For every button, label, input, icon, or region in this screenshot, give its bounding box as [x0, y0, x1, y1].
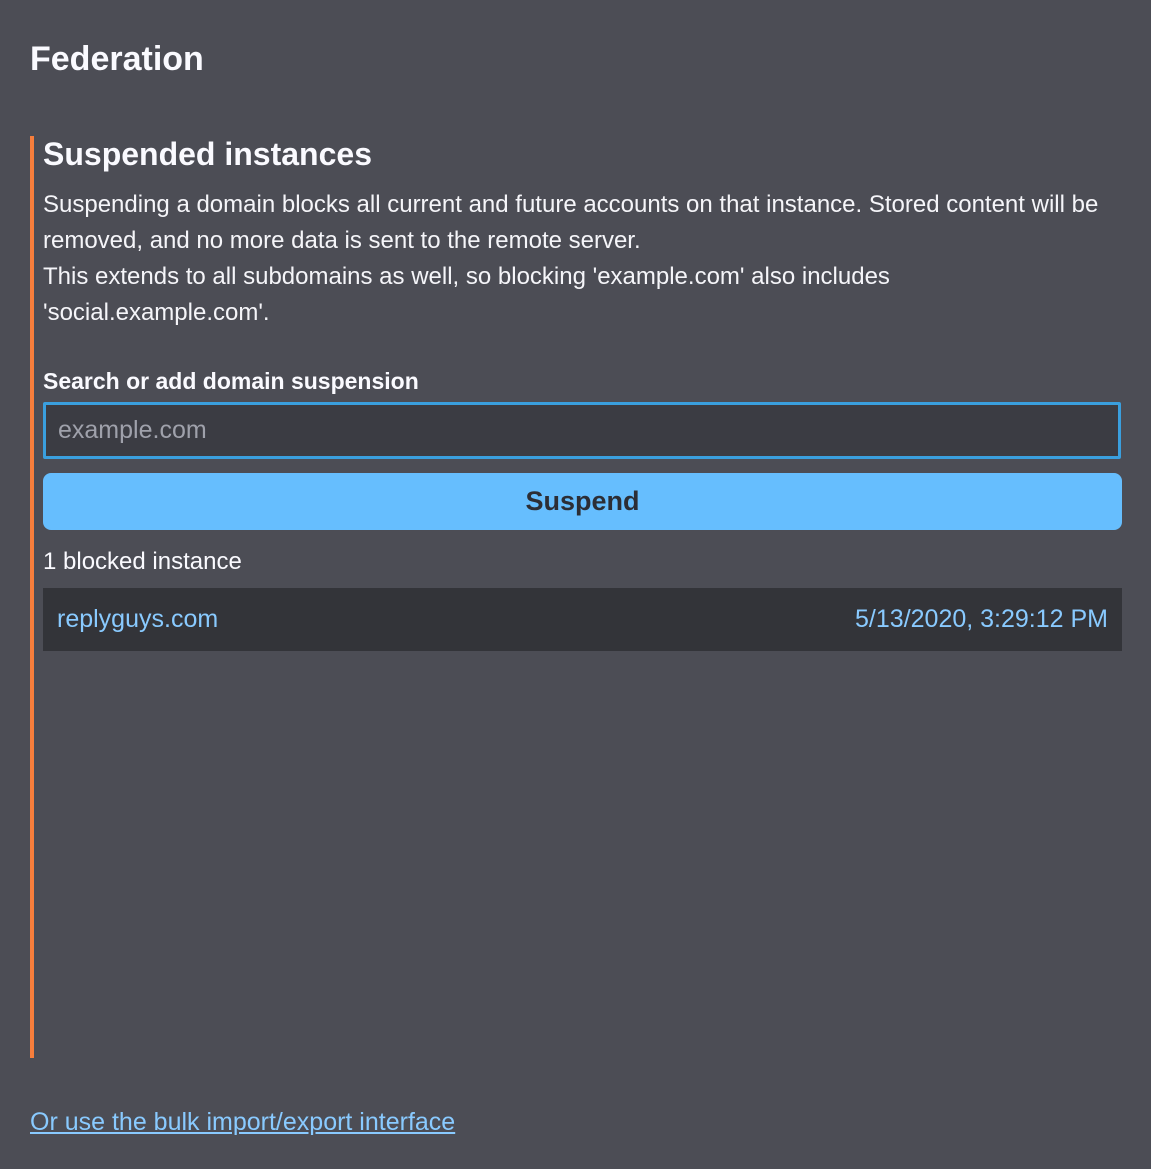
page-title: Federation [30, 40, 204, 78]
suspend-button[interactable]: Suspend [43, 473, 1122, 530]
domain-search-label: Search or add domain suspension [43, 368, 419, 394]
domain-search-input[interactable] [43, 402, 1121, 459]
blocked-instance-row[interactable] [43, 588, 1122, 651]
section-description-line-1: Suspending a domain blocks all current and future accounts on that instance. Stored content will be removed, and no more data is sent to the remote server. [43, 191, 1099, 254]
section-description-line-2: This extends to all subdomains as well, so blocking 'example.com' also includes 'social.example.com'. [43, 263, 890, 326]
blocked-instance-count: 1 blocked instance [43, 548, 242, 575]
suspended-instances-section [30, 136, 1122, 1058]
blocked-instance-domain-link[interactable]: replyguys.com [57, 605, 219, 633]
bulk-import-export-link[interactable]: Or use the bulk import/export interface [30, 1108, 456, 1136]
blocked-instance-suspended-date: 5/13/2020, 3:29:12 PM [855, 605, 1108, 633]
section-title: Suspended instances [43, 136, 372, 172]
